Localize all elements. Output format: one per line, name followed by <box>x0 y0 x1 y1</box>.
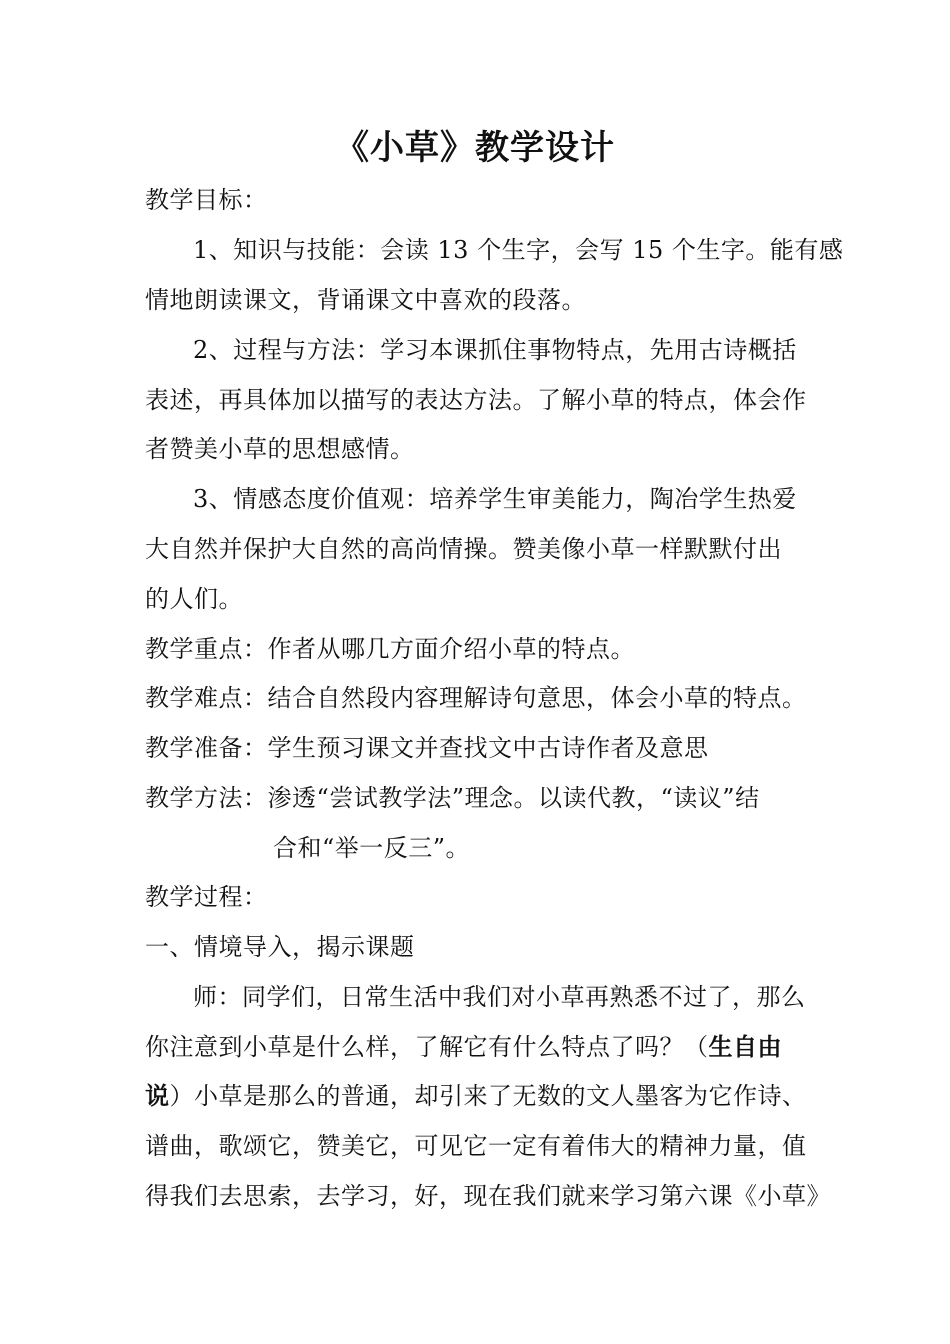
paragraph-1-line-4: 谱曲，歌颂它，赞美它，可见它一定有着伟大的精神力量，值 <box>145 1132 807 1160</box>
student-free-talk-label: 生自由 <box>708 1032 782 1061</box>
objectives-heading: 教学目标： <box>145 186 268 214</box>
teaching-preparation: 教学准备：学生预习课文并查找文中古诗作者及意思 <box>145 734 709 762</box>
paragraph-1-line-2 <box>145 1030 782 1064</box>
teaching-difficulty: 教学难点：结合自然段内容理解诗句意思，体会小草的特点。 <box>145 684 807 712</box>
objective-3-line-3: 的人们。 <box>145 585 243 613</box>
objective-1-line-1: 1、知识与技能：会读 13 个生字，会写 15 个生字。能有感 <box>193 236 844 264</box>
section-1-heading: 一、情境导入，揭示课题 <box>145 933 415 961</box>
paragraph-1-line-3 <box>145 1079 807 1113</box>
process-heading: 教学过程： <box>145 883 268 911</box>
paragraph-1-line-1: 师：同学们，日常生活中我们对小草再熟悉不过了，那么 <box>193 983 806 1011</box>
objective-1-line-2: 情地朗读课文，背诵课文中喜欢的段落。 <box>145 286 586 314</box>
paragraph-1-line-3-text: ）小草是那么的普通，却引来了无数的文人墨客为它作诗、 <box>169 1082 807 1110</box>
document-title: 《小草》教学设计 <box>335 128 615 168</box>
teaching-key-point: 教学重点：作者从哪几方面介绍小草的特点。 <box>145 635 635 663</box>
objective-2-line-3: 者赞美小草的思想感情。 <box>145 435 415 463</box>
teaching-method-line-1: 教学方法：渗透“尝试教学法”理念。以读代教，“读议”结 <box>145 784 760 812</box>
student-free-talk-label-end: 说 <box>145 1081 170 1110</box>
objective-3-line-2: 大自然并保护大自然的高尚情操。赞美像小草一样默默付出 <box>145 535 782 563</box>
objective-2-line-1: 2、过程与方法：学习本课抓住事物特点，先用古诗概括 <box>193 336 797 364</box>
paragraph-1-line-5: 得我们去思索，去学习，好，现在我们就来学习第六课《小草》 <box>145 1182 831 1210</box>
paragraph-1-line-2-text: 你注意到小草是什么样，了解它有什么特点了吗？（ <box>145 1033 709 1061</box>
teaching-method-line-2: 合和“举一反三”。 <box>273 834 471 862</box>
objective-3-line-1: 3、情感态度价值观：培养学生审美能力，陶冶学生热爱 <box>193 485 797 513</box>
objective-2-line-2: 表述，再具体加以描写的表达方法。了解小草的特点，体会作 <box>145 386 807 414</box>
